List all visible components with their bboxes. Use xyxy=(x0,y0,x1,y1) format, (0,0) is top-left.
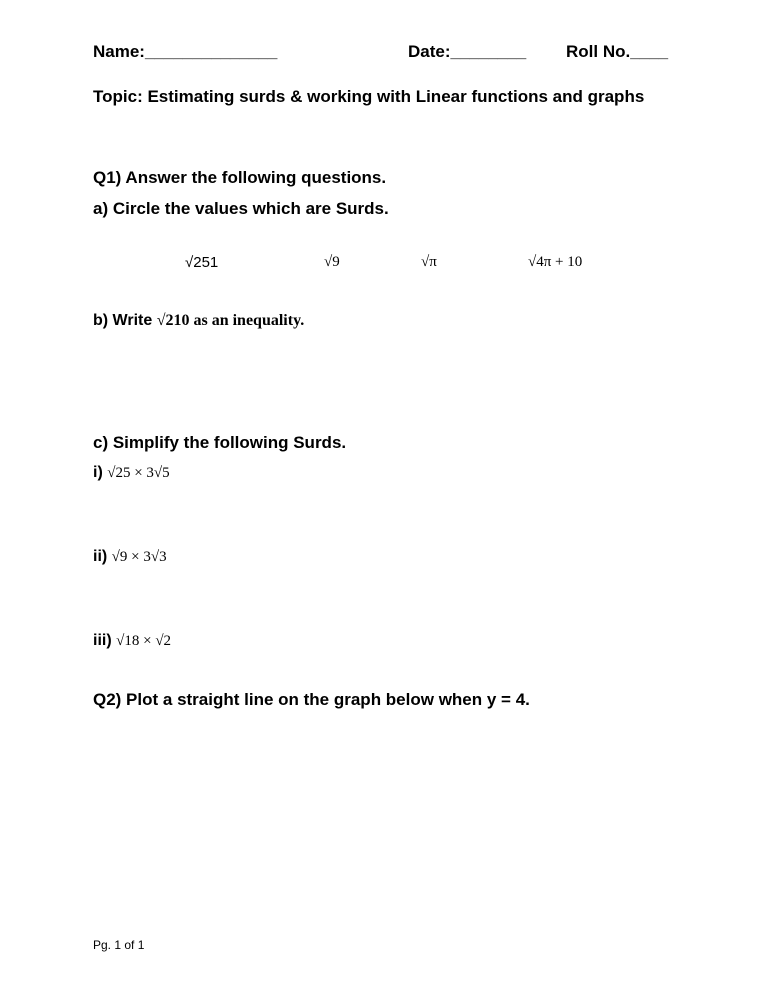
q1c-item-i xyxy=(93,464,170,482)
page-number: Pg. 1 of 1 xyxy=(93,938,145,952)
date-field: Date:________ xyxy=(408,42,527,61)
roll-number-field: Roll No.____ xyxy=(566,42,669,61)
surd-option-3: √π xyxy=(421,254,437,270)
q1a-label: a) Circle the values which are Surds. xyxy=(93,199,389,218)
q1b-expression: √210 as an inequality. xyxy=(156,312,305,329)
q1c-item-number: ii) xyxy=(93,548,108,565)
q1b-question xyxy=(93,312,304,330)
q1c-item-iii xyxy=(93,632,171,650)
topic-title: Topic: Estimating surds & working with Linear functions and graphs xyxy=(93,87,645,106)
q1c-item-number: i) xyxy=(93,464,103,481)
q1c-item-expression: √9 × 3√3 xyxy=(111,549,167,565)
q2-heading: Q2) Plot a straight line on the graph below when y = 4. xyxy=(93,690,530,709)
q1c-item-ii xyxy=(93,548,167,566)
q1c-label: c) Simplify the following Surds. xyxy=(93,433,347,452)
q1c-item-number: iii) xyxy=(93,632,112,649)
surd-option-1: √251 xyxy=(185,254,219,271)
name-field: Name:______________ xyxy=(93,42,278,61)
q1c-item-expression: √25 × 3√5 xyxy=(107,465,170,481)
surd-option-2: √9 xyxy=(324,254,340,270)
surd-option-4: √4π + 10 xyxy=(528,254,583,270)
q1b-label: b) Write xyxy=(93,312,157,329)
q1c-item-expression: √18 × √2 xyxy=(116,633,172,649)
q1-heading: Q1) Answer the following questions. xyxy=(93,168,387,187)
